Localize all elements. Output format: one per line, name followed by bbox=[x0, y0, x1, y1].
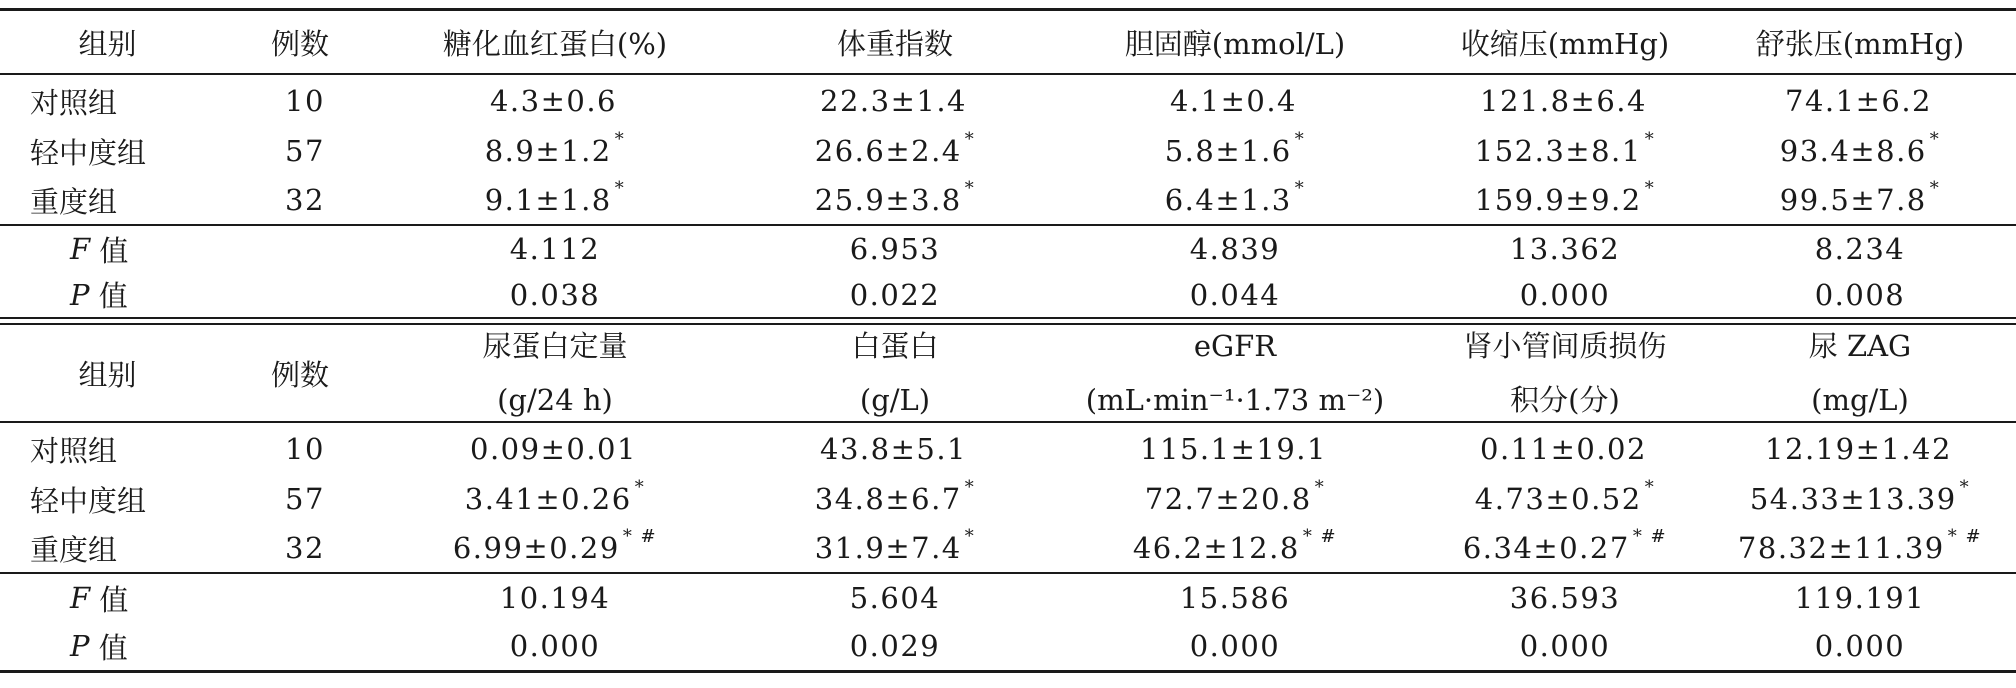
stat-cell: 0.000 bbox=[1814, 629, 1906, 663]
group-name: 轻中度组 bbox=[30, 135, 147, 170]
group-name: 对照组 bbox=[30, 433, 118, 468]
data-cell: 8.9±1.2 * bbox=[484, 128, 626, 168]
header-group: 组别 bbox=[78, 26, 137, 61]
stat-cell: 0.038 bbox=[509, 277, 601, 312]
stat-cell: 15.586 bbox=[1179, 581, 1291, 615]
header-albumin: 白蛋白 (g/L) bbox=[851, 329, 939, 417]
group-name: 重度组 bbox=[30, 184, 118, 219]
header-hba1c: 糖化血红蛋白(%) bbox=[442, 26, 668, 61]
data-cell: 74.1±6.2 bbox=[1785, 84, 1932, 118]
data-cell: 159.9±9.2 * bbox=[1474, 177, 1656, 217]
stat-label: P 值 bbox=[70, 277, 128, 313]
stat-cell: 4.839 bbox=[1189, 232, 1281, 266]
data-cell: 46.2±12.8 * # bbox=[1132, 525, 1338, 565]
stat-cell: 119.191 bbox=[1794, 581, 1926, 615]
data-cell: 6.99±0.29 * # bbox=[452, 525, 658, 565]
stat-cell: 0.000 bbox=[509, 629, 601, 663]
p-value-row bbox=[0, 272, 2016, 317]
header-urine-protein: 尿蛋白定量 (g/24 h) bbox=[482, 329, 628, 417]
data-cell: 25.9±3.8 * bbox=[814, 177, 976, 217]
table-row bbox=[0, 176, 2016, 224]
data-cell: 43.8±5.1 bbox=[820, 432, 967, 466]
stat-cell: 0.029 bbox=[849, 629, 941, 663]
group-name: 重度组 bbox=[30, 532, 118, 567]
data-cell: 34.8±6.7 * bbox=[814, 476, 976, 516]
stat-cell: 5.604 bbox=[849, 581, 941, 615]
stat-cell: 0.000 bbox=[1519, 277, 1611, 312]
group-name: 轻中度组 bbox=[30, 483, 147, 518]
header-urine-zag: 尿 ZAG (mg/L) bbox=[1808, 329, 1912, 417]
header-egfr: eGFR (mL·min⁻¹·1.73 m⁻²) bbox=[1085, 329, 1385, 417]
group-name: 对照组 bbox=[30, 85, 118, 120]
stat-cell: 10.194 bbox=[499, 581, 611, 615]
header-rule-1 bbox=[0, 73, 2016, 75]
header-count: 例数 bbox=[270, 26, 329, 61]
header-cholesterol: 胆固醇(mmol/L) bbox=[1124, 26, 1346, 61]
header-tubulointerstitial-score: 肾小管间质损伤 积分(分) bbox=[1463, 329, 1667, 417]
stat-cell: 0.044 bbox=[1189, 277, 1281, 312]
bottom-rule bbox=[0, 670, 2016, 673]
data-cell: 5.8±1.6 * bbox=[1164, 128, 1306, 168]
stat-cell: 0.022 bbox=[849, 277, 941, 312]
stat-label: F 值 bbox=[70, 581, 129, 617]
data-cell: 93.4±8.6 * bbox=[1779, 128, 1941, 168]
data-cell: 121.8±6.4 bbox=[1480, 84, 1647, 118]
data-cell: 31.9±7.4 * bbox=[814, 525, 976, 565]
stat-label: F 值 bbox=[70, 232, 129, 268]
table-row bbox=[0, 424, 2016, 474]
f-value-row bbox=[0, 226, 2016, 272]
data-cell: 72.7±20.8 * bbox=[1144, 476, 1326, 516]
data-cell: 3.41±0.26 * bbox=[464, 476, 646, 516]
header-diastolic: 舒张压(mmHg) bbox=[1755, 26, 1965, 61]
data-cell: 4.3±0.6 bbox=[489, 84, 618, 118]
table-row bbox=[0, 524, 2016, 572]
sample-count: 10 bbox=[285, 432, 325, 466]
top-rule bbox=[0, 8, 2016, 11]
sample-count: 57 bbox=[285, 134, 325, 168]
data-cell: 0.11±0.02 bbox=[1480, 432, 1647, 466]
stat-cell: 36.593 bbox=[1509, 581, 1621, 615]
stat-cell: 13.362 bbox=[1509, 232, 1621, 266]
sample-count: 10 bbox=[285, 84, 325, 118]
header-count: 例数 bbox=[270, 357, 329, 392]
stat-cell: 4.112 bbox=[509, 232, 601, 266]
stat-cell: 0.000 bbox=[1519, 629, 1611, 663]
sample-count: 32 bbox=[285, 183, 325, 217]
table-row bbox=[0, 126, 2016, 176]
stat-cell: 6.953 bbox=[849, 232, 941, 266]
table1-header-row bbox=[0, 12, 2016, 72]
data-cell: 152.3±8.1 * bbox=[1474, 128, 1656, 168]
stat-cell: 0.008 bbox=[1814, 277, 1906, 312]
stat-label: P 值 bbox=[70, 629, 128, 665]
data-cell: 6.4±1.3 * bbox=[1164, 177, 1306, 217]
data-cell: 0.09±0.01 bbox=[470, 432, 637, 466]
sample-count: 32 bbox=[285, 531, 325, 565]
data-cell: 4.1±0.4 bbox=[1169, 84, 1298, 118]
data-cell: 26.6±2.4 * bbox=[814, 128, 976, 168]
section-double-rule-a bbox=[0, 317, 2016, 319]
p-value-row bbox=[0, 622, 2016, 670]
header-bmi: 体重指数 bbox=[836, 26, 953, 61]
data-cell: 22.3±1.4 bbox=[820, 84, 967, 118]
stat-cell: 0.000 bbox=[1189, 629, 1281, 663]
header-systolic: 收缩压(mmHg) bbox=[1460, 26, 1670, 61]
header-group: 组别 bbox=[78, 357, 137, 392]
table-row bbox=[0, 474, 2016, 524]
data-cell: 78.32±11.39 * # bbox=[1737, 525, 1983, 565]
data-cell: 54.33±13.39 * bbox=[1749, 476, 1971, 516]
data-cell: 9.1±1.8 * bbox=[484, 177, 626, 217]
f-value-row bbox=[0, 574, 2016, 622]
table-row bbox=[0, 76, 2016, 126]
header-rule-2 bbox=[0, 421, 2016, 423]
data-cell: 115.1±19.1 bbox=[1140, 432, 1327, 466]
data-cell: 6.34±0.27 * # bbox=[1462, 525, 1668, 565]
data-cell: 4.73±0.52 * bbox=[1474, 476, 1656, 516]
sample-count: 57 bbox=[285, 482, 325, 516]
data-cell: 99.5±7.8 * bbox=[1779, 177, 1941, 217]
table2-header-row bbox=[0, 325, 2016, 421]
stat-cell: 8.234 bbox=[1814, 232, 1906, 266]
data-cell: 12.19±1.42 bbox=[1765, 432, 1952, 466]
